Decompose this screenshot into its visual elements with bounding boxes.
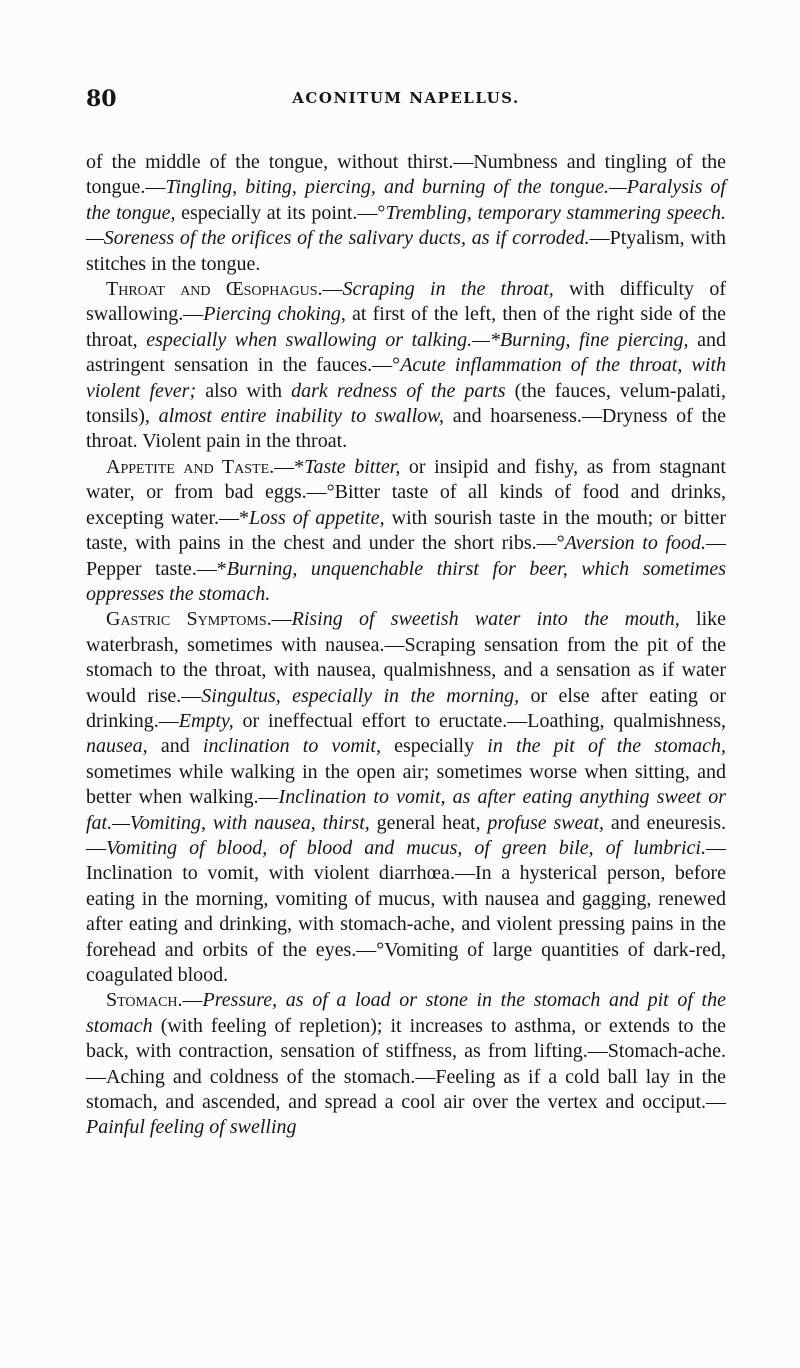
running-title: ACONITUM NAPELLUS. <box>292 89 520 107</box>
paragraph-appetite-taste <box>86 455 726 607</box>
italic-text-run: Scraping in the throat, <box>342 278 554 301</box>
text-run: of the middle of the tongue, without thirst.—Numbness and tingling of the tongue.— <box>86 151 726 199</box>
italic-text-run: in the pit of the stomach, <box>487 735 726 758</box>
text-run: —Pepper taste.—* <box>86 532 726 580</box>
italic-text-run: Burning, unquenchable thirst for beer, which sometimes oppresses the stomach. <box>86 557 727 605</box>
body-text <box>86 150 726 1141</box>
italic-text-run: Empty, <box>178 709 234 732</box>
italic-text-run: Pressure, as of a load or stone in the stomach and pit of the stomach <box>86 989 726 1037</box>
text-run: and <box>147 735 203 758</box>
italic-text-run: Taste bitter, <box>304 455 401 478</box>
text-run: and astringent sensation in the fauces.—° <box>86 328 726 377</box>
italic-text-run: Painful feeling of swelling <box>86 1116 297 1139</box>
italic-text-run: Acute inflammation of the throat, with violent fever; <box>86 354 726 402</box>
text-run: (the fauces, velum-palati, tonsils), <box>86 379 726 428</box>
section-heading: Throat and Œsophagus. <box>106 278 323 301</box>
text-run: also with <box>196 379 292 402</box>
text-run: —Ptyalism, with stitches in the tongue. <box>86 227 726 275</box>
text-run: with difficulty of swallowing.— <box>86 278 726 326</box>
text-run: like waterbrash, sometimes with nausea.—Scraping sensation from the pit of the stomach to the throat, with nausea, qualmishness, and a sensation as if water would rise.— <box>86 608 727 707</box>
text-run: and eneuresis.— <box>86 811 726 859</box>
italic-text-run: nausea, <box>86 735 148 758</box>
text-run: with sourish taste in the mouth; or bitter taste, with pains in the chest and under the short ribs.—° <box>86 506 726 555</box>
text-run: especially <box>380 735 488 758</box>
text-run: — <box>271 608 292 631</box>
italic-text-run: Trembling, temporary stammering speech.—Soreness of the orifices of the salivary ducts, as if corroded. <box>86 201 727 250</box>
text-run: or insipid and fishy, as from stagnant water, or from bad eggs.—°Bitter taste of all kinds of food and drinks, excepting water.—* <box>86 455 726 529</box>
text-run: (with feeling of repletion); it increases to asthma, or extends to the back, with contraction, sensation of stiffness, as from lifting.—Stomach-ache.—Aching and coldness of the stomach.—Feeling as if a cold ball lay in the stomach, and ascended, and spread a cool air over the vertex and occiput.— <box>86 1014 726 1114</box>
section-heading: Stomach. <box>106 989 183 1012</box>
paragraph-tongue <box>86 150 726 277</box>
italic-text-run: Vomiting of blood, of blood and mucus, of green bile, of lumbrici. <box>106 836 706 859</box>
text-run: —Inclination to vomit, with violent diarrhœa.—In a hysterical person, before eating in the morning, vomiting of mucus, with nausea and gagging, renewed after eating and drinking, with stomach-ache, and violent pressing pains in the forehead and orbits of the eyes.—°Vomiting of large quantities of dark-red, coagulated blood. <box>86 836 726 986</box>
text-run: especially at its point.—° <box>175 201 386 224</box>
paragraph-stomach <box>86 988 726 1140</box>
text-run: at first of the left, then of the right side of the throat, <box>86 303 726 351</box>
italic-text-run: profuse sweat, <box>487 811 605 834</box>
text-run: general heat, <box>369 811 488 834</box>
italic-text-run: almost entire inability to swallow, <box>158 405 444 428</box>
section-heading: Appetite and Taste. <box>106 455 275 478</box>
text-run: or else after eating or drinking.— <box>86 684 726 732</box>
italic-text-run: Piercing choking, <box>203 303 346 326</box>
italic-text-run: Rising of sweetish water into the mouth, <box>291 608 680 631</box>
italic-text-run: Aversion to food. <box>564 532 706 555</box>
text-run: and hoarseness.—Dryness of the throat. Violent pain in the throat. <box>86 405 726 453</box>
text-run: — <box>182 989 203 1012</box>
italic-text-run: Tingling, biting, piercing, and burning of the tongue.—Paralysis of the tongue, <box>86 176 726 224</box>
text-run: or ineffectual effort to eructate.—Loathing, qualmishness, <box>233 709 726 732</box>
text-run: — <box>322 278 343 301</box>
paragraph-gastric-symptoms <box>86 607 726 988</box>
section-heading: Gastric Symptoms. <box>106 608 272 631</box>
italic-text-run: Singultus, especially in the morning, <box>201 684 520 707</box>
italic-text-run: Inclination to vomit, as after eating anything sweet or fat.—Vomiting, with nausea, thirst, <box>86 786 727 834</box>
page-header <box>86 86 726 116</box>
italic-text-run: especially when swallowing or talking.—*Burning, fine piercing, <box>146 328 689 351</box>
text-run: sometimes while walking in the open air; sometimes worse when sitting, and better when walking.— <box>86 760 726 809</box>
page-number: 80 <box>86 86 117 112</box>
italic-text-run: inclination to vomit, <box>202 735 381 758</box>
text-run: —* <box>274 455 305 478</box>
italic-text-run: Loss of appetite, <box>249 506 385 529</box>
paragraph-throat-oesophagus <box>86 277 726 455</box>
italic-text-run: dark redness of the parts <box>291 379 506 402</box>
